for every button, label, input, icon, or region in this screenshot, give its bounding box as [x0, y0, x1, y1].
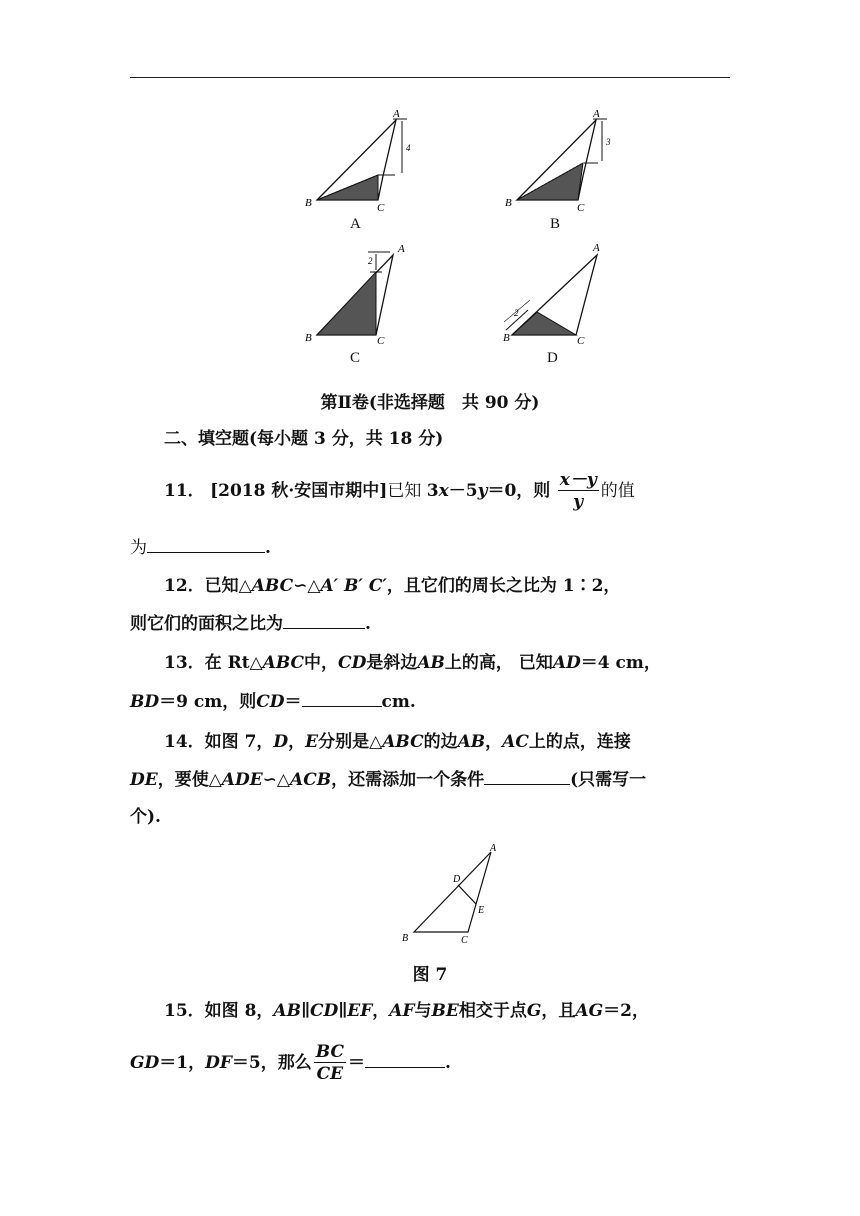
fraction-q15: $\frac{BC}{CE}$	[315, 1042, 344, 1084]
svg-text:A: A	[393, 108, 400, 120]
section-title: 第Ⅱ卷(非选择题 共 90 分)	[320, 393, 540, 413]
svg-text:C: C	[577, 335, 585, 347]
fig-b-caption: B	[550, 216, 561, 232]
figure-7	[398, 840, 508, 948]
svg-text:A: A	[593, 242, 600, 254]
question-15-cont: GD＝1，DF＝5，那么 $\frac{BC}{CE}$ ＝ .	[130, 1042, 451, 1084]
figure-7-caption: 图 7	[412, 965, 448, 985]
svg-text:C: C	[577, 202, 585, 214]
fig-d-caption: D	[547, 350, 558, 366]
question-12-cont: 则它们的面积之比为 .	[130, 614, 371, 634]
fig-d-length: 2	[514, 308, 519, 318]
header-rule	[130, 77, 730, 78]
fig-a-length: 4	[406, 143, 411, 153]
svg-text:B: B	[305, 332, 312, 344]
figure-c	[300, 240, 420, 350]
question-14: 14．如图 7，D，E分别是△ABC的边AB，AC上的点，连接	[164, 732, 631, 752]
svg-text:B: B	[505, 197, 512, 209]
answer-blank-11[interactable]	[147, 536, 265, 553]
svg-text:C: C	[461, 935, 468, 946]
fraction-q11: $\frac{x-y}{y}$	[559, 470, 597, 512]
question-14-cont: DE，要使△ADE∽△ACB，还需添加一个条件 (只需写一	[130, 770, 647, 790]
svg-text:A: A	[593, 108, 600, 120]
figure-a	[300, 105, 420, 230]
svg-text:C: C	[377, 202, 385, 214]
svg-text:B: B	[305, 197, 312, 209]
svg-text:A: A	[398, 243, 405, 255]
svg-text:B: B	[503, 332, 510, 344]
svg-text:C: C	[377, 335, 385, 347]
fig-a-caption: A	[350, 216, 361, 232]
question-12: 12．已知△ABC∽△A′ B′ C′，且它们的周长之比为 1∶2，	[164, 576, 621, 596]
question-13: 13．在 Rt△ABC中，CD是斜边AB上的高， 已知AD＝4 cm，	[164, 653, 661, 673]
figure-d	[500, 240, 620, 350]
svg-text:A: A	[490, 843, 497, 854]
question-11: 11． [2018 秋·安国市期中]已知 3x－5y＝0，则 $\frac{x-y}{y}$ 的值	[164, 470, 635, 512]
svg-text:B: B	[402, 933, 409, 944]
fig-b-length: 3	[606, 137, 611, 147]
part-heading: 二、填空题(每小题 3 分，共 18 分)	[164, 429, 444, 449]
fig-c-caption: C	[350, 350, 361, 366]
answer-blank-15[interactable]	[365, 1051, 445, 1068]
svg-text:D: D	[453, 874, 461, 885]
figure-b	[500, 105, 620, 230]
answer-blank-12[interactable]	[283, 612, 365, 629]
question-13-cont: BD＝9 cm，则CD＝ cm.	[130, 692, 416, 712]
answer-blank-14[interactable]	[484, 768, 570, 785]
answer-blank-13[interactable]	[302, 690, 382, 707]
question-14-end: 个).	[130, 807, 161, 827]
fig-c-length: 2	[368, 256, 373, 266]
question-11-cont: 为 .	[130, 538, 271, 558]
svg-text:E: E	[478, 905, 485, 916]
question-15: 15．如图 8，AB∥CD∥EF，AF与BE相交于点G，且AG＝2，	[164, 1001, 649, 1021]
